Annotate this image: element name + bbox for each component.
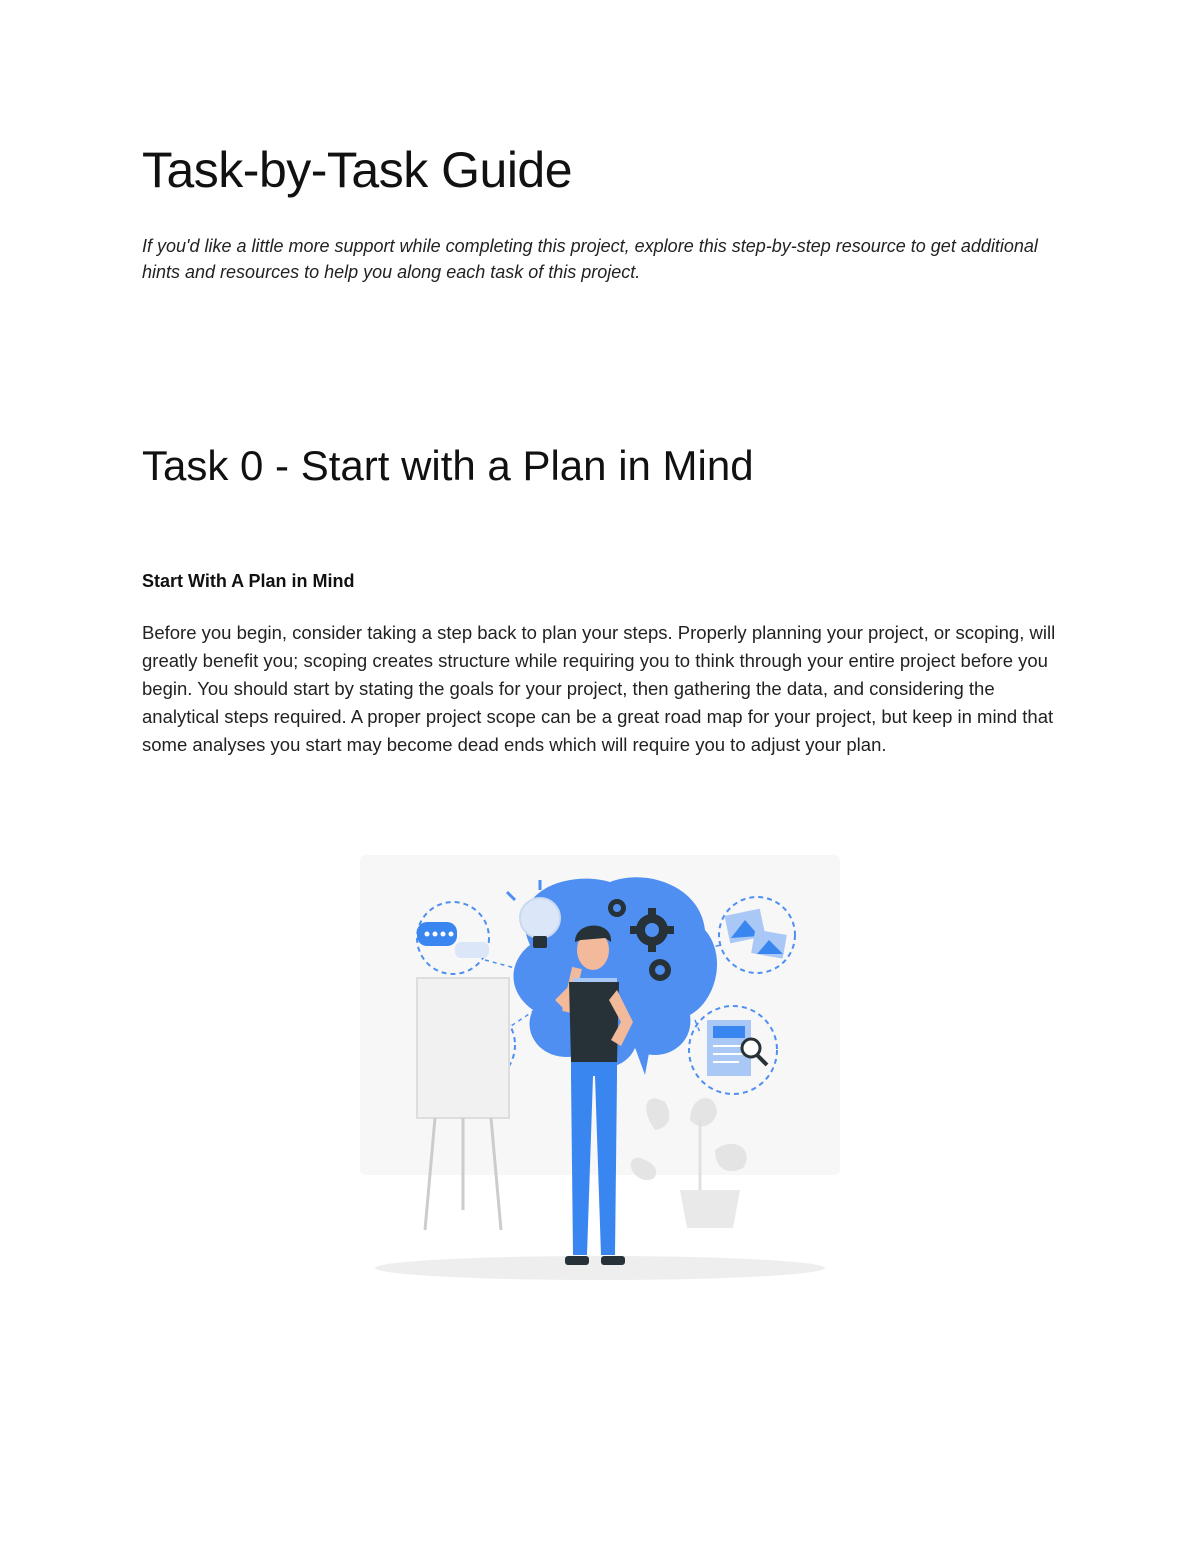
body-paragraph: Before you begin, consider taking a step back to plan your steps. Properly planning your project, or scoping, will greatly benefit you; scoping creates structure while requiring you to think through your entire project before you begin. You should start by stating the goals for your project, then gathering the data, and considering the analytical steps required. A proper project scope can be a great road map for your project, but keep in mind that some analyses you start may become dead ends which will require you to adjust your plan. xyxy=(142,622,1056,755)
easel-board-icon xyxy=(417,978,509,1230)
floor-shadow-icon xyxy=(375,1256,825,1280)
planning-illustration xyxy=(355,850,845,1290)
intro-paragraph: If you'd like a little more support while completing this project, explore this step-by-step resource to get additional hints and resources to help you along each task of this project. xyxy=(142,236,1038,282)
page-title: Task-by-Task Guide xyxy=(142,142,573,198)
task-heading: Task 0 - Start with a Plan in Mind xyxy=(142,442,754,489)
section-subheading: Start With A Plan in Mind xyxy=(142,571,355,591)
